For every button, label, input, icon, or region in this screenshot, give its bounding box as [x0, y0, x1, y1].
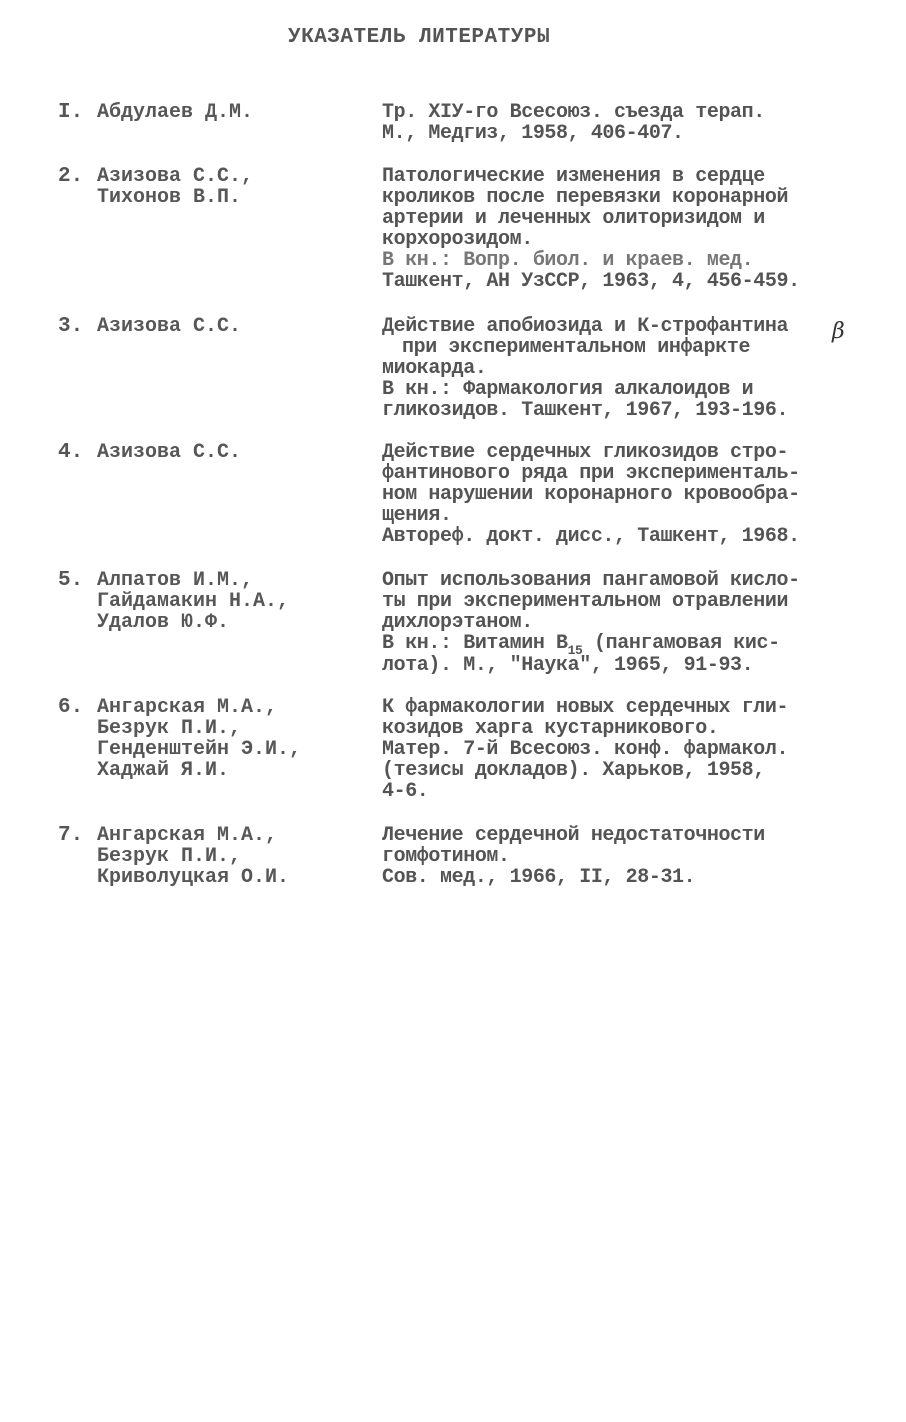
entry-authors: [97, 102, 357, 123]
reference-line: миокарда.: [382, 357, 487, 380]
entry-number: I.: [58, 101, 84, 124]
reference-line: гомфотином.: [382, 845, 510, 868]
author: Абдулаев Д.М.: [97, 101, 254, 124]
entry-reference: [382, 825, 862, 888]
author: Азизова С.С.,: [97, 165, 254, 188]
reference-line: 4-6.: [382, 780, 429, 803]
entry-authors: [97, 316, 357, 337]
entry-number: 4.: [58, 441, 84, 464]
entry-authors: [97, 166, 357, 208]
reference-line: ты при экспериментальном отравлении: [382, 590, 789, 613]
vitamin-subscript: 15: [567, 643, 583, 658]
entry-number: 6.: [58, 696, 84, 719]
reference-line: лота). М., "Наука", 1965, 91-93.: [382, 654, 754, 677]
reference-line: Действие сердечных гликозидов стро-: [382, 441, 789, 464]
entry-reference: [382, 570, 862, 676]
reference-line-vitamin: [382, 632, 862, 658]
reference-line: Сов. мед., 1966, II, 28-31.: [382, 866, 696, 889]
reference-line: Автореф. докт. дисс., Ташкент, 1968.: [382, 525, 800, 548]
reference-line: ном нарушении коронарного кровообра-: [382, 483, 800, 506]
reference-line: Тр. ХIУ-го Всесоюз. съезда терап.: [382, 101, 765, 124]
entry-reference: [382, 316, 862, 421]
author: Безрук П.И.,: [97, 717, 242, 740]
reference-line: дихлорэтаном.: [382, 611, 533, 634]
author: Гайдамакин Н.А.,: [97, 590, 290, 613]
entry-reference: [382, 697, 862, 802]
reference-line: Действие апобиозида и К-строфантина: [382, 315, 789, 338]
author: Безрук П.И.,: [97, 845, 242, 868]
entry-authors: [97, 570, 357, 633]
reference-line: Лечение сердечной недостаточности: [382, 824, 765, 847]
author: Генденштейн Э.И.,: [97, 738, 302, 761]
reference-line: В кн.: Фармакология алкалоидов и: [382, 378, 754, 401]
reference-line: козидов харга кустарникового.: [382, 717, 719, 740]
entry-reference: [382, 102, 862, 144]
reference-line: Патологические изменения в сердце: [382, 165, 765, 188]
entry-number: 3.: [58, 315, 84, 338]
entry-authors: [97, 697, 357, 781]
author: Ангарская М.А.,: [97, 824, 278, 847]
reference-line: Матер. 7-й Всесоюз. конф. фармакол.: [382, 738, 789, 761]
entry-number: 2.: [58, 165, 84, 188]
author: Тихонов В.П.: [97, 186, 242, 209]
author: Алпатов И.М.,: [97, 569, 254, 592]
page-title: УКАЗАТЕЛЬ ЛИТЕРАТУРЫ: [288, 26, 551, 49]
reference-line: Опыт использования пангамовой кисло-: [382, 569, 800, 592]
reference-line: (тезисы докладов). Харьков, 1958,: [382, 759, 765, 782]
author: Криволуцкая О.И.: [97, 866, 290, 889]
vitamin-text: В кн.: Витамин В: [382, 632, 568, 655]
reference-line: К фармакологии новых сердечных гли-: [382, 696, 789, 719]
entry-reference: [382, 166, 862, 292]
reference-line: гликозидов. Ташкент, 1967, 193-196.: [382, 399, 789, 422]
reference-line: корхорозидом.: [382, 228, 533, 251]
reference-line: В кн.: Вопр. биол. и краев. мед.: [382, 249, 754, 272]
entry-number: 7.: [58, 824, 84, 847]
reference-line: артерии и леченных олиторизидом и: [382, 207, 765, 230]
reference-line: кроликов после перевязки коронарной: [382, 186, 789, 209]
author: Азизова С.С.: [97, 315, 242, 338]
vitamin-tail: (пангамовая кис-: [582, 632, 780, 655]
entry-number: 5.: [58, 569, 84, 592]
author: Удалов Ю.Ф.: [97, 611, 230, 634]
reference-line: при экспериментальном инфаркте: [402, 336, 751, 359]
author: Ангарская М.А.,: [97, 696, 278, 719]
reference-line: М., Медгиз, 1958, 406-407.: [382, 122, 684, 145]
entry-authors: [97, 442, 357, 463]
handwritten-margin-mark: β: [832, 319, 845, 344]
reference-line: Ташкент, АН УзССР, 1963, 4, 456-459.: [382, 270, 800, 293]
reference-line: фантинового ряда при эксперименталь-: [382, 462, 800, 485]
author: Хаджай Я.И.: [97, 759, 230, 782]
entry-authors: [97, 825, 357, 888]
entry-reference: [382, 442, 862, 547]
author: Азизова С.С.: [97, 441, 242, 464]
reference-line: щения.: [382, 504, 452, 527]
